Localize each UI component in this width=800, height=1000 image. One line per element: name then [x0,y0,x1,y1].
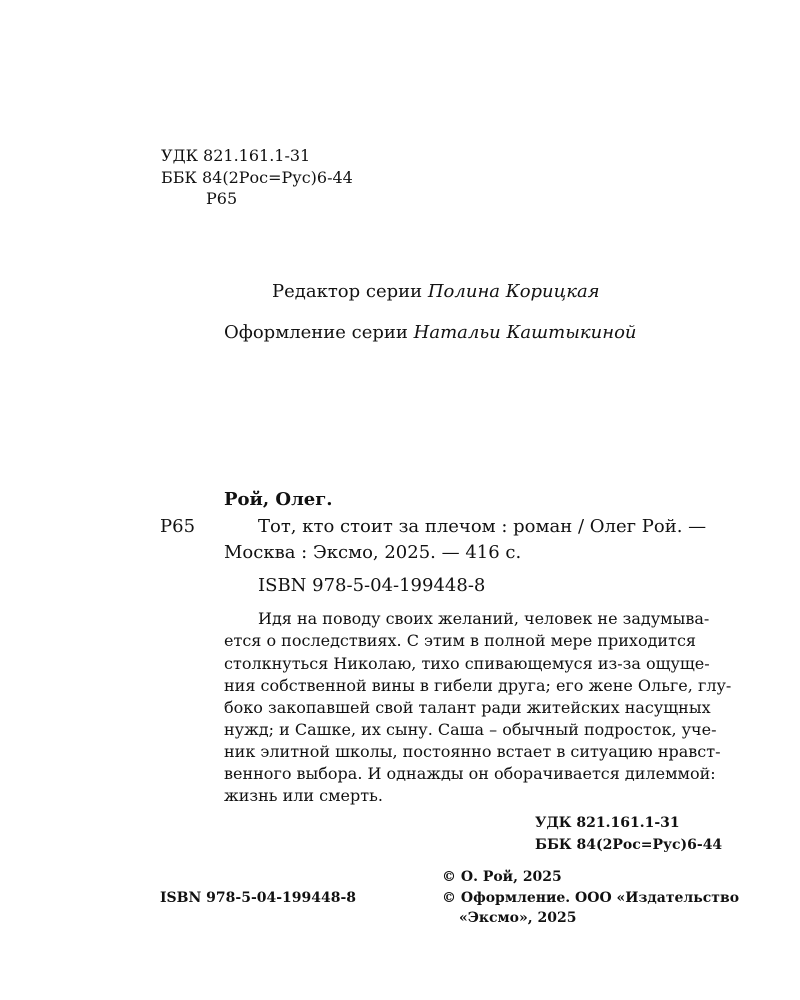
footer-isbn: ISBN 978-5-04-199448-8 [160,890,357,906]
udk-code-bottom: УДК 821.161.1-31 [535,815,680,831]
annotation-line: венного выбора. И однажды он оборачивается дилеммой: [224,764,716,783]
annotation-line: жизнь или смерть. [224,786,383,805]
bbk-code-top: ББК 84(2Рос=Рус)6-44 [161,168,353,187]
series-editor-name: Полина Корицкая [427,281,600,302]
series-design-credit [224,324,637,342]
record-title-line: Тот, кто стоит за плечом : роман / Олег Рой. — [258,516,707,537]
copyright-publisher: «Эксмо», 2025 [459,910,577,926]
record-author: Рой, Олег. [224,489,333,510]
series-editor-credit [272,283,600,301]
annotation-line: столкнуться Николаю, тихо спивающемуся из-за ощуще- [224,654,710,673]
annotation-line: ник элитной школы, постоянно встает в ситуацию нравст- [224,742,721,761]
annotation-line: Идя на поводу своих желаний, человек не задумыва- [258,609,710,628]
bbk-code-bottom: ББК 84(2Рос=Рус)6-44 [535,837,723,853]
record-publication-line: Москва : Эксмо, 2025. — 416 с. [224,542,522,563]
series-design-name: Натальи Каштыкиной [413,322,637,343]
annotation-line: ния собственной вины в гибели друга; его жене Ольге, глу- [224,676,732,695]
series-editor-label: Редактор серии [272,281,423,302]
annotation-line: боко закопавшей свой талант ради житейских насущных [224,698,711,717]
copyright-author: © О. Рой, 2025 [442,869,562,885]
annotation-line: нужд; и Сашке, их сыну. Саша – обычный подросток, уче- [224,720,717,739]
record-author-mark: Р65 [160,516,196,537]
record-isbn: ISBN 978-5-04-199448-8 [258,575,486,596]
udk-code-top: УДК 821.161.1-31 [161,146,311,165]
series-design-label: Оформление серии [224,322,408,343]
author-mark-top: Р65 [206,189,238,208]
copyright-design: © Оформление. ООО «Издательство [442,890,740,906]
annotation-line: ется о последствиях. С этим в полной мере приходится [224,631,696,650]
